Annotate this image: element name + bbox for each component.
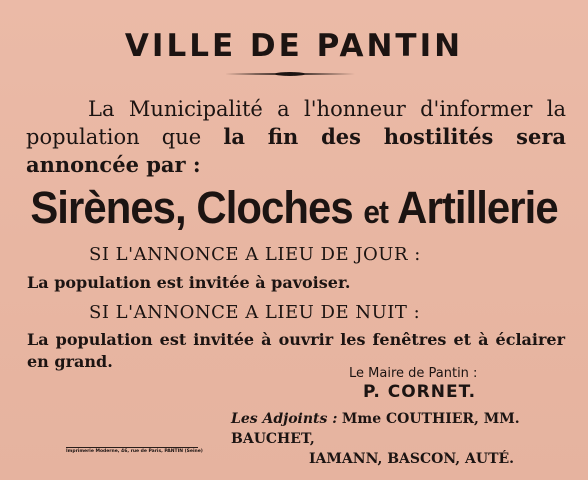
intro-line-2-plain: population que (26, 125, 224, 149)
intro-paragraph (26, 96, 566, 179)
printer-imprint: Imprimerie Moderne, 46, rue de Paris, PANTIN (Seine) (66, 449, 203, 454)
adjoints-line-1 (231, 409, 565, 449)
intro-line-2 (26, 123, 566, 151)
mayor-label: Le Maire de Pantin : (349, 366, 478, 381)
night-instruction: La population est invitée à ouvrir les fenêtres et à éclairer en grand. (27, 330, 565, 371)
intro-line-1: La Municipalité a l'honneur d'informer la (88, 97, 566, 121)
intro-line-2-bold: la fin des hostilités sera (223, 124, 567, 149)
day-heading: SI L'ANNONCE A LIEU DE JOUR : (89, 244, 421, 265)
adjoints-label: Les Adjoints : (231, 411, 338, 427)
mayor-name: P. CORNET. (363, 382, 477, 402)
ornament-divider (225, 71, 355, 77)
day-instruction: La population est invitée à pavoiser. (27, 273, 351, 292)
intro-line-3 (26, 151, 566, 179)
signals-part-2: Artillerie (397, 182, 558, 233)
signals-et: et (363, 194, 389, 230)
night-heading: SI L'ANNONCE A LIEU DE NUIT : (89, 302, 421, 323)
adjoints-names-2: IAMANN, BASCON, AUTÉ. (309, 451, 515, 467)
signals-headline (21, 181, 568, 239)
intro-line-3-bold: annoncée par : (26, 152, 201, 177)
adjoints-block (231, 409, 565, 469)
adjoints-names-1: Mme COUTHIER, MM. BAUCHET, (231, 411, 520, 447)
signals-part-1: Sirènes, Cloches (30, 182, 353, 233)
poster-title: VILLE DE PANTIN (124, 28, 464, 64)
